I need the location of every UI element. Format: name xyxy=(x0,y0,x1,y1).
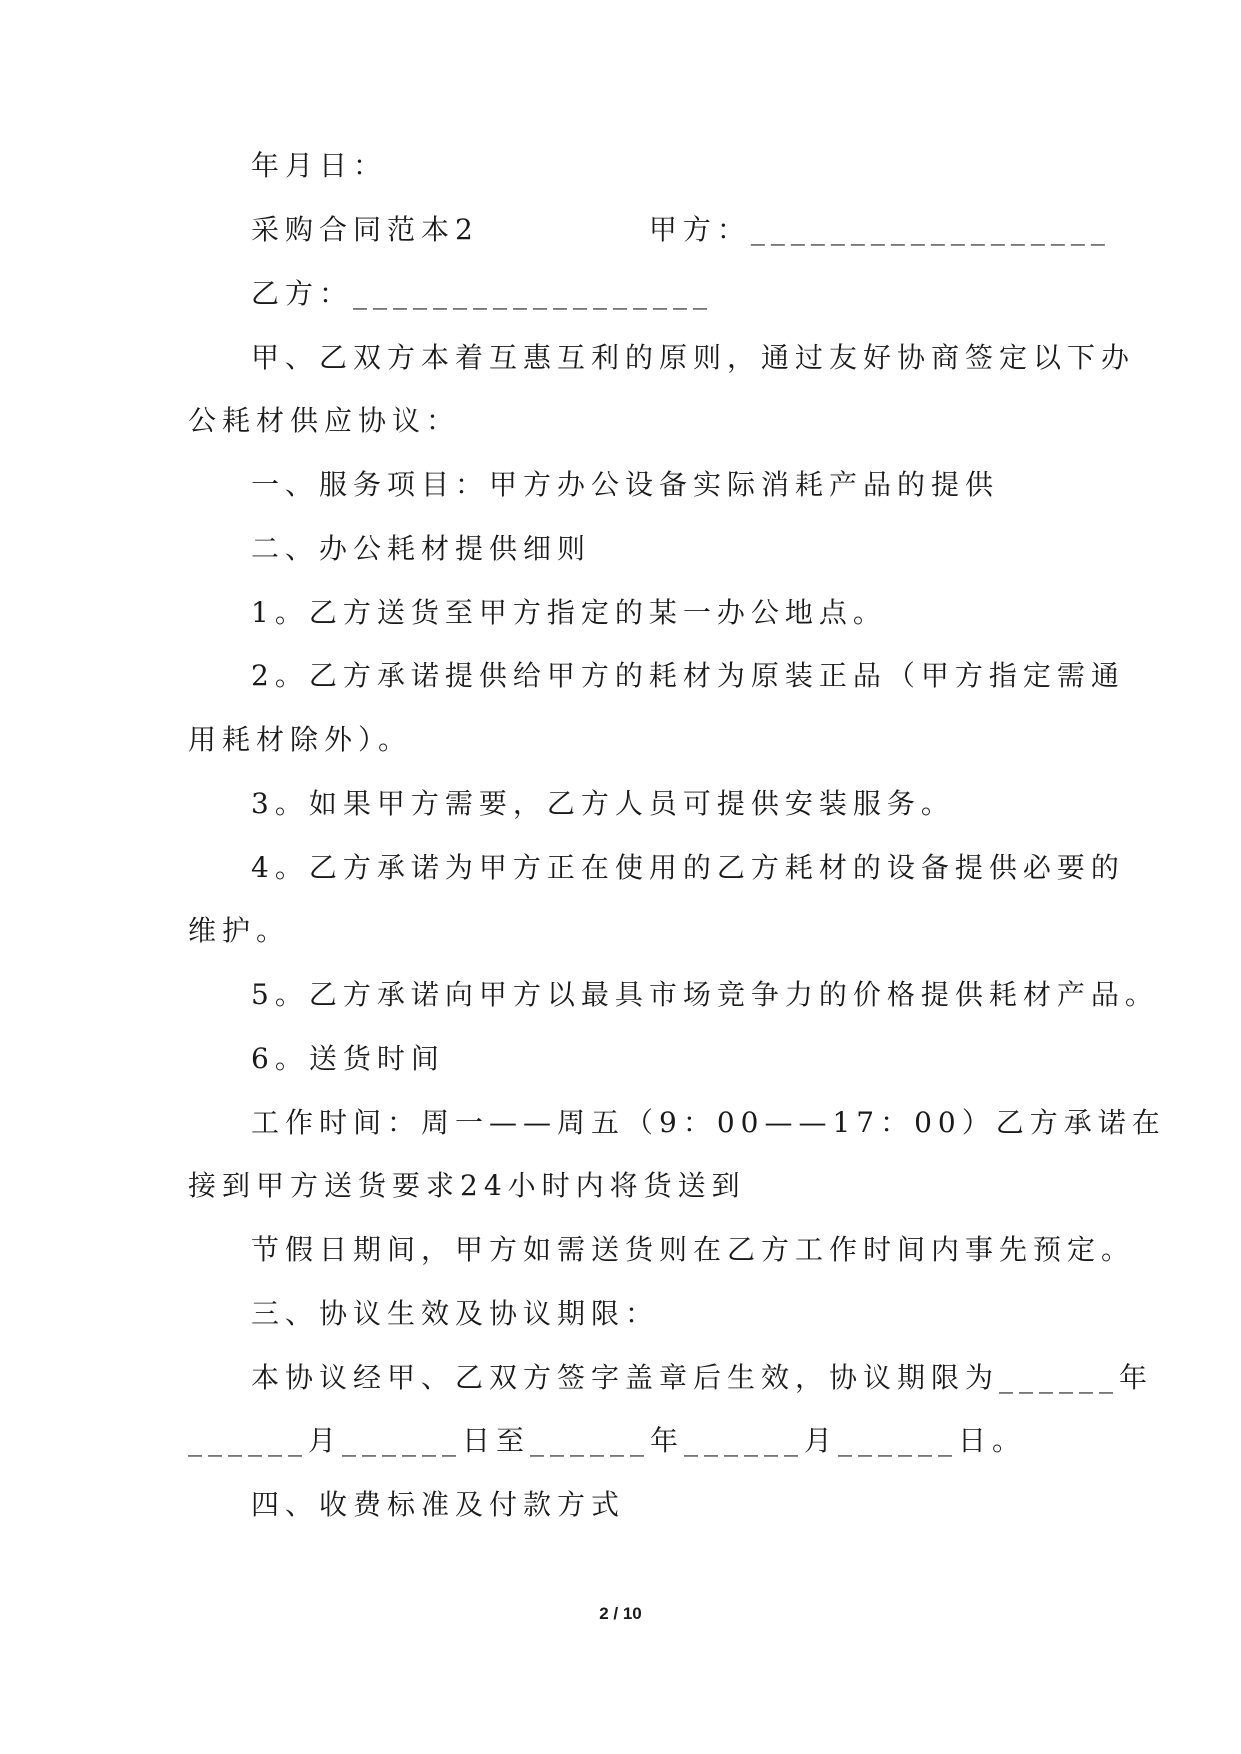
clause-line: ______月______日至______年______月______日。 xyxy=(188,1424,1027,1457)
clause-line: 维护。 xyxy=(188,914,291,947)
clause-line: 工作时间：周一——周五（9：00——17：00）乙方承诺在 xyxy=(251,1106,1166,1139)
date-line: 年月日： xyxy=(251,149,388,182)
clause-line: 3。如果甲方需要，乙方人员可提供安装服务。 xyxy=(251,787,955,820)
clause-line: 6。送货时间 xyxy=(251,1042,445,1075)
page-number: 2 / 10 xyxy=(599,1604,642,1623)
title-and-party-a: 采购合同范本2 甲方：__________________ xyxy=(251,213,1111,246)
clause-line: 5。乙方承诺向甲方以最具市场竞争力的价格提供耗材产品。 xyxy=(251,978,1159,1011)
section-heading: 二、办公耗材提供细则 xyxy=(251,532,592,565)
section-heading: 一、服务项目：甲方办公设备实际消耗产品的提供 xyxy=(251,468,1000,501)
clause-line: 节假日期间，甲方如需送货则在乙方工作时间内事先预定。 xyxy=(251,1233,1136,1266)
clause-line: 用耗材除外）。 xyxy=(188,723,413,756)
section-heading: 四、收费标准及付款方式 xyxy=(251,1488,626,1521)
party-b-line: 乙方：__________________ xyxy=(251,277,714,310)
clause-line: 本协议经甲、乙双方签字盖章后生效，协议期限为______年 xyxy=(251,1361,1154,1394)
paragraph-line: 公耗材供应协议： xyxy=(188,404,461,437)
clause-line: 4。乙方承诺为甲方正在使用的乙方耗材的设备提供必要的 xyxy=(251,851,1125,884)
clause-line: 1。乙方送货至甲方指定的某一办公地点。 xyxy=(251,596,887,629)
clause-line: 2。乙方承诺提供给甲方的耗材为原装正品（甲方指定需通 xyxy=(251,659,1125,692)
clause-line: 接到甲方送货要求24小时内将货送到 xyxy=(188,1169,746,1202)
paragraph-line: 甲、乙双方本着互惠互利的原则，通过友好协商签定以下办 xyxy=(251,341,1136,374)
section-heading: 三、协议生效及协议期限： xyxy=(251,1297,660,1330)
